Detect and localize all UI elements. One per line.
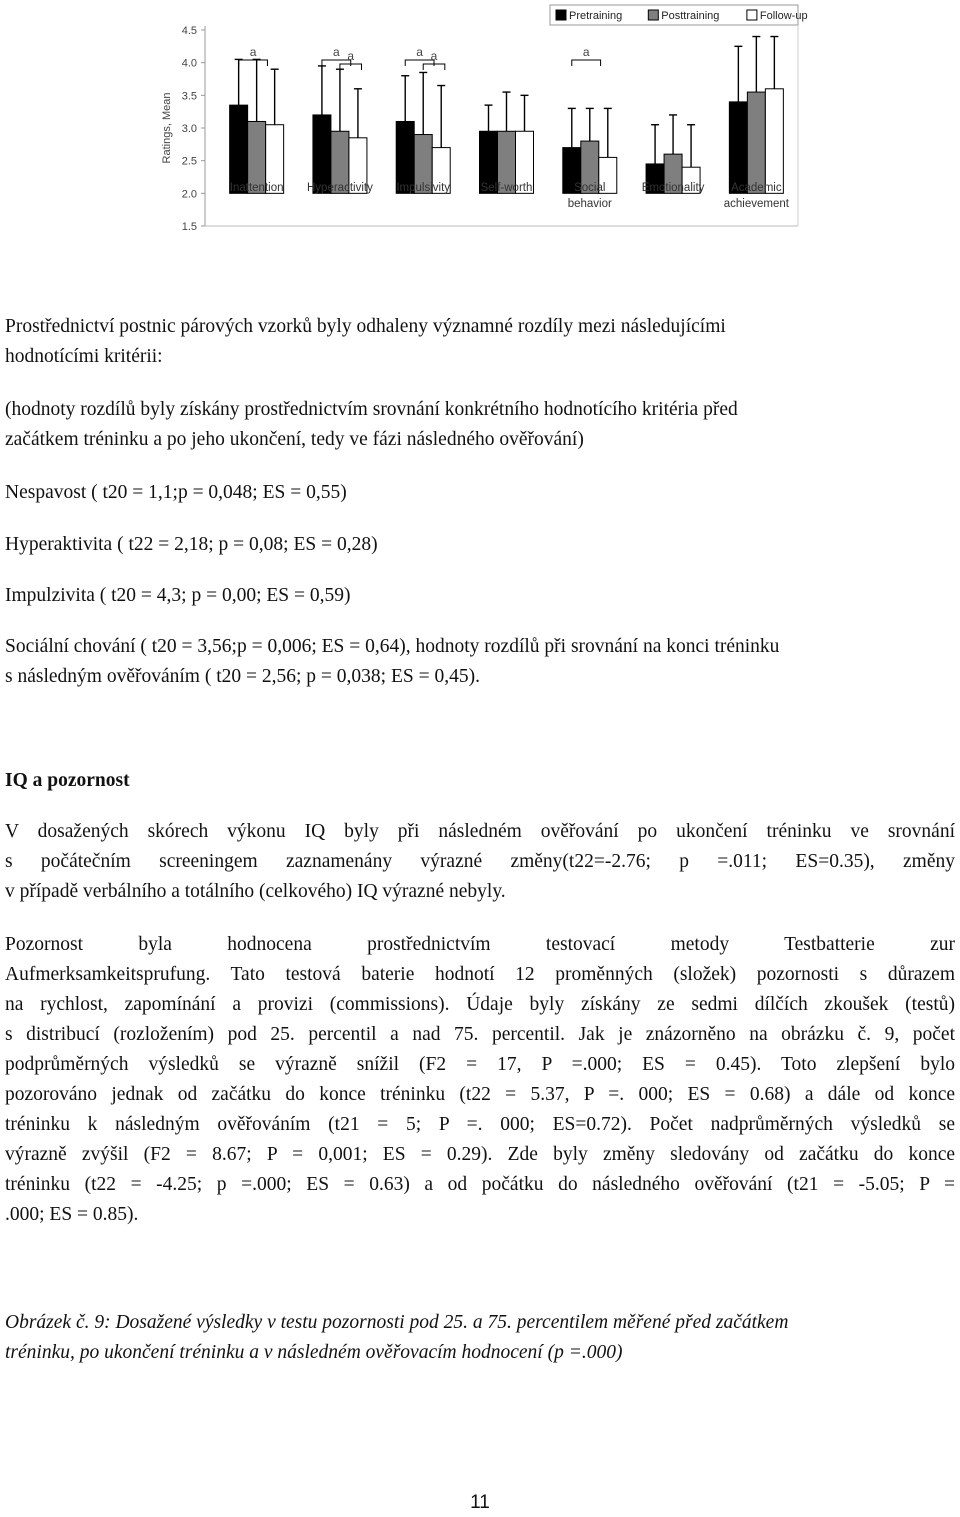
text-line: na rychlost, zapomínání a provizi (commissions). Údaje byly získány ze sedmi dílčích zkoušek (testů) (5, 994, 955, 1015)
page-number: 11 (470, 1492, 490, 1513)
legend-label: Pretraining (569, 10, 623, 22)
x-tick-label: Social (574, 182, 606, 194)
text-line: výrazně zvýšil (F2 = 8.67; P = 0,001; ES = 0.29). Zde byly změny sledovány od začátku do konce (5, 1144, 955, 1165)
text-line: tréninku k následným ověřováním (t21 = 5; P =. 000; ES=0.72). Počet nadprůměrných výsledků se (5, 1114, 955, 1135)
x-tick-label: Emotionality (641, 182, 705, 194)
text-line: tréninku (t22 = -4.25; p =.000; ES = 0.63) a od počátku do následného ověřování (t21 = -5.05; P = (5, 1174, 955, 1195)
result-hyperactivity: Hyperaktivita ( t22 = 2,18; p = 0,08; ES = 0,28) (5, 534, 378, 555)
x-tick-label: Academic (731, 182, 782, 194)
bar-posttraining (747, 92, 765, 193)
figure-caption (5, 1308, 955, 1368)
text-line: hodnotícími kritérii: (5, 346, 163, 367)
bar-pretraining (230, 105, 248, 193)
text-line: Sociální chování ( t20 = 3,56;p = 0,006; ES = 0,64), hodnoty rozdílů při srovnání na konci tréninku (5, 636, 780, 657)
text-line: s následným ověřováním ( t20 = 2,56; p = 0,038; ES = 0,45). (5, 666, 480, 687)
legend-label: Follow-up (759, 10, 808, 22)
x-tick-label: Impulsivity (396, 182, 451, 194)
text-line: (hodnoty rozdílů byly získány prostřednictvím srovnání konkrétního hodnotícího kritéria před (5, 399, 738, 420)
y-tick-label: 4.0 (181, 57, 197, 70)
y-tick-label: 4.5 (181, 25, 197, 37)
significance-label: a (416, 45, 423, 59)
result-inattention: Nespavost ( t20 = 1,1;p = 0,048; ES = 0,55) (5, 482, 347, 503)
significance-label: a (430, 49, 438, 63)
significance-bracket (239, 60, 268, 66)
x-tick-label: behavior (567, 198, 612, 210)
result-impulsivity: Impulzivita ( t20 = 4,3; p = 0,00; ES = 0,59) (5, 585, 351, 606)
significance-label: a (582, 45, 590, 59)
y-tick-label: 2.0 (181, 188, 197, 201)
y-tick-label: 3.5 (181, 90, 197, 103)
result-social-behavior (5, 632, 955, 692)
bar-follow-up (765, 89, 783, 194)
legend-swatch (556, 10, 566, 20)
text-line: Prostřednictví postnic párových vzorků byly odhaleny významné rozdíly mezi následujícími (5, 316, 726, 337)
text-line: pozorováno jednak od začátku do konce tréninku (t22 = 5.37, P =. 000; ES = 0.68) a dále od konce (5, 1084, 955, 1105)
legend-label: Posttraining (661, 10, 720, 22)
significance-label: a (347, 49, 355, 63)
y-tick-label: 2.5 (181, 155, 197, 168)
paragraph-note (5, 395, 955, 455)
text-line: podprůměrných výsledků se výrazně snížil (F2 = 17, P =.000; ES = 0.45). Toto zlepšení bylo (5, 1054, 955, 1075)
bar-pretraining (729, 102, 747, 193)
x-tick-label: Self-worth (480, 182, 533, 194)
x-tick-label: Inattention (229, 182, 284, 194)
significance-label: a (332, 45, 340, 59)
text-line: v případě verbálního a totálního (celkového) IQ výrazné nebyly. (5, 881, 506, 902)
paragraph-iq (5, 817, 955, 907)
significance-label: a (249, 45, 257, 59)
text-line: Obrázek č. 9: Dosažené výsledky v testu pozornosti pod 25. a 75. percentilem měřené před začátkem (5, 1312, 789, 1333)
x-tick-label: achievement (723, 198, 789, 210)
y-tick-label: 3.0 (181, 123, 197, 135)
text-line: s distribucí (rozložením) pod 25. percentil a nad 75. percentil. Jak je znázorněno na obrázku č. 9, počet (5, 1024, 955, 1045)
text-line: Aufmerksamkeitsprufung. Tato testová baterie hodnotí 12 proměnných (složek) pozornosti s důrazem (5, 964, 955, 985)
text-line: začátkem tréninku a po jeho ukončení, tedy ve fázi následného ověřování) (5, 429, 584, 450)
ratings-bar-chart (150, 0, 810, 240)
x-tick-label: Hyperactivity (307, 182, 373, 194)
text-line: Pozornost byla hodnocena prostřednictvím testovací metody Testbatterie zur (5, 934, 955, 955)
y-tick-label: 1.5 (181, 221, 197, 233)
legend-swatch (747, 10, 757, 20)
paragraph-attention (5, 930, 955, 1230)
section-heading: IQ a pozornost (5, 770, 130, 791)
text-line: s počátečním screeningem zaznamenány výrazné změny(t22=-2.76; p =.011; ES=0.35), změny (5, 851, 955, 872)
legend-swatch (648, 10, 658, 20)
text-line: tréninku, po ukončení tréninku a v následném ověřovacím hodnocení (p =.000) (5, 1342, 623, 1363)
significance-bracket (572, 60, 601, 66)
chart-canvas (150, 0, 810, 240)
text-line: .000; ES = 0.85). (5, 1204, 139, 1225)
y-axis-label: Ratings, Mean (161, 92, 173, 164)
paragraph-intro (5, 312, 955, 372)
text-line: V dosažených skórech výkonu IQ byly při následném ověřování po ukončení tréninku ve srovnání (5, 821, 955, 842)
